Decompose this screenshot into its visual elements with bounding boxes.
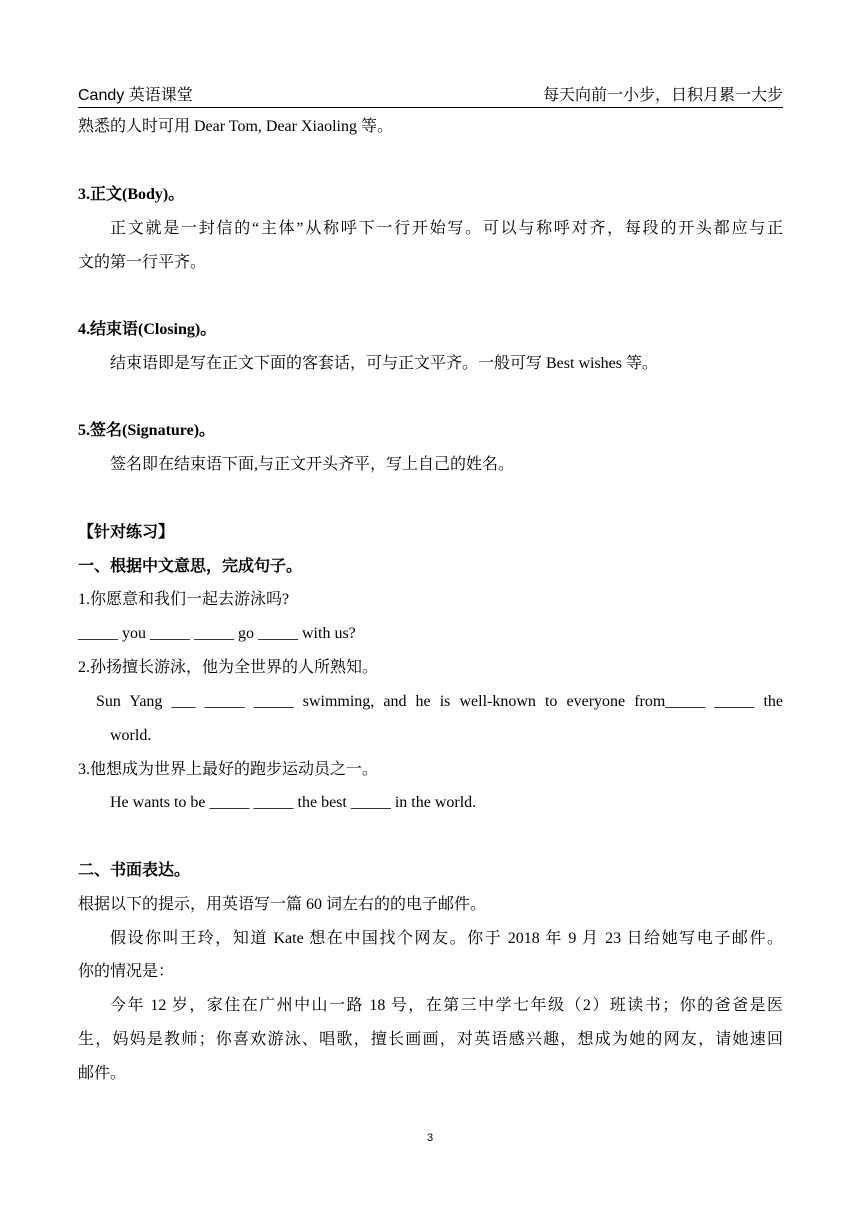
body-heading: 3.正文(Body)。	[78, 186, 185, 203]
details-line2: 生，妈妈是教师；你喜欢游泳、唱歌，擅长画画，对英语感兴趣，想成为她的网友，请她速回	[78, 1031, 783, 1048]
details-line1: 今年 12 岁，家住在广州中山一路 18 号，在第三中学七年级（2）班读书；你的爸爸是医	[110, 997, 783, 1014]
details-line3: 邮件。	[78, 1065, 127, 1082]
scenario-line1: 假设你叫王玲，知道 Kate 想在中国找个网友。你于 2018 年 9 月 23 日给她写电子邮件。	[110, 930, 783, 947]
header-right: 每天向前一小步，日积月累一大步	[542, 87, 783, 104]
closing-heading: 4.结束语(Closing)。	[78, 321, 217, 338]
practice-title: 【针对练习】	[78, 524, 175, 541]
q2-chinese: 2.孙扬擅长游泳，他为全世界的人所熟知。	[78, 659, 379, 676]
body-text-line2: 文的第一行平齐。	[78, 254, 207, 271]
part1-heading: 一、根据中文意思，完成句子。	[78, 558, 303, 575]
part2-heading: 二、书面表达。	[78, 862, 191, 879]
q3-chinese: 3.他想成为世界上最好的跑步运动员之一。	[78, 761, 379, 778]
header-rule	[78, 107, 783, 108]
signature-text: 签名即在结束语下面,与正文开头齐平，写上自己的姓名。	[110, 456, 515, 473]
page-number: 3	[426, 1132, 434, 1144]
intro-continuation: 熟悉的人时可用 Dear Tom, Dear Xiaoling 等。	[78, 118, 393, 135]
signature-heading: 5.签名(Signature)。	[78, 422, 216, 439]
header-left: Candy 英语课堂	[78, 87, 193, 104]
q2-english-line2: world.	[110, 727, 152, 744]
q1-chinese: 1.你愿意和我们一起去游泳吗?	[78, 591, 290, 608]
body-text-line1: 正文就是一封信的“主体”从称呼下一行开始写。可以与称呼对齐，每段的开头都应与正	[110, 220, 783, 237]
closing-text: 结束语即是写在正文下面的客套话，可与正文平齐。一般可写 Best wishes 等。	[110, 355, 659, 372]
scenario-line2: 你的情况是：	[78, 963, 175, 980]
q3-english: He wants to be _____ _____ the best _____ in the world.	[110, 794, 477, 811]
q2-english-line1: Sun Yang ___ _____ _____ swimming, and he is well-known to everyone from_____ _____ the	[96, 693, 783, 710]
part2-instruction: 根据以下的提示，用英语写一篇 60 词左右的的电子邮件。	[78, 896, 487, 913]
q1-english: _____ you _____ _____ go _____ with us?	[78, 625, 356, 642]
